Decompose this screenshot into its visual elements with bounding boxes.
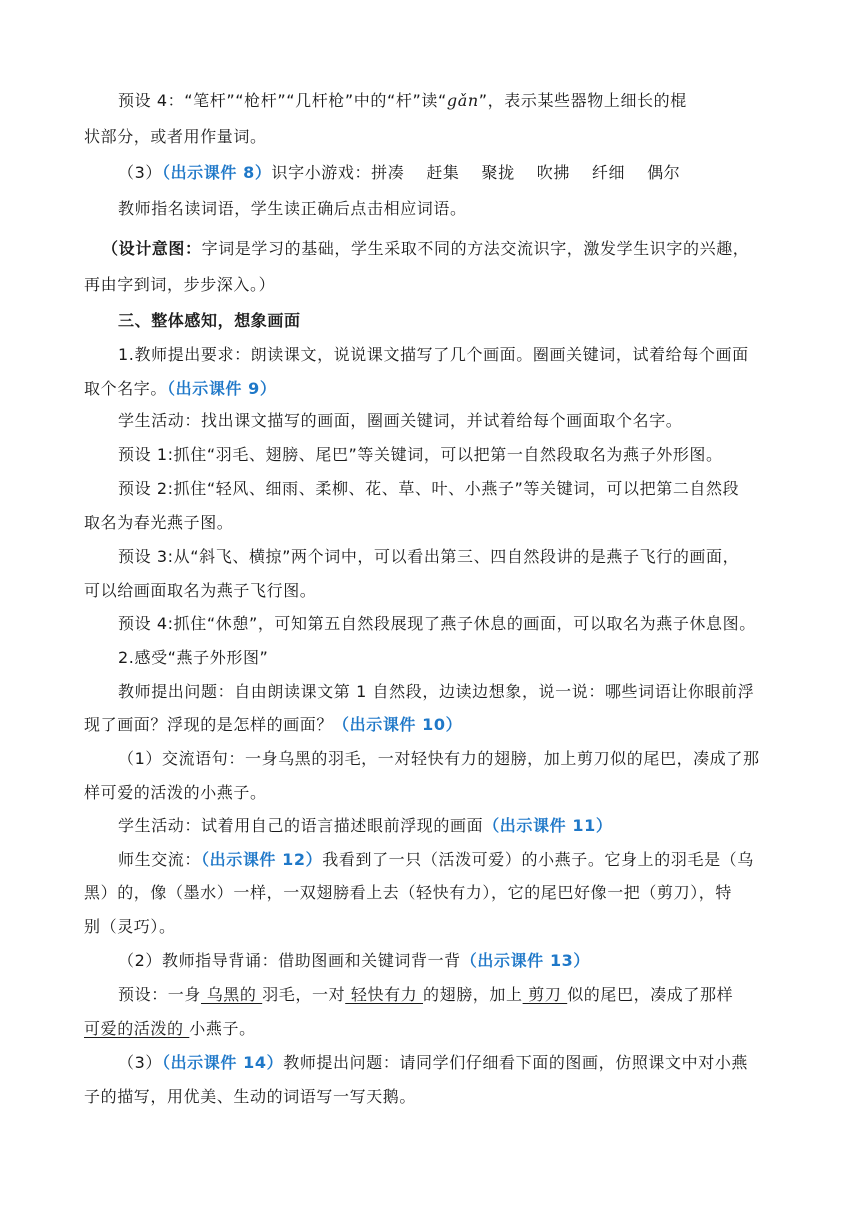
paragraph-line (84, 675, 812, 709)
paragraph-line (84, 910, 778, 944)
text: 的翅膀，加上 (423, 985, 523, 1004)
text: 取个名字。 (84, 379, 168, 398)
text: 预设 2:抓住“轻风、细雨、柔柳、花、草、叶、小燕子”等关键词，可以把第二自然段 (118, 479, 740, 498)
paragraph-line (84, 506, 778, 540)
pinyin: gǎn (446, 91, 479, 110)
paragraph-line (84, 944, 812, 978)
courseware-tag: （出示课件 11） (483, 816, 613, 835)
text: （2）教师指导背诵：借助图画和关键词背一背 (118, 951, 461, 970)
paragraph-line (84, 84, 812, 118)
item-number: （3） (118, 1053, 162, 1072)
text: 交流语句：一身乌黑的羽毛，一对轻快有力的翅膀，加上剪刀似的尾巴，凑成了那 (161, 749, 760, 768)
paragraph-line (84, 540, 812, 574)
paragraph-line (84, 192, 812, 226)
fill-blank: 可爱的活泼的 (84, 1019, 190, 1038)
fill-blank: 剪刀 (522, 985, 568, 1004)
word: 赶集 (426, 163, 460, 182)
text: 子的描写，用优美、生动的词语写一写天鹅。 (84, 1087, 417, 1106)
word: 聚拢 (481, 163, 515, 182)
paragraph-line (84, 641, 812, 675)
courseware-tag: （出示课件 9） (167, 379, 277, 398)
text: 2.感受“燕子外形图” (118, 648, 269, 667)
paragraph-line (84, 809, 812, 843)
paragraph-line (84, 120, 778, 154)
text: 1.教师提出要求：朗读课文，说说课文描写了几个画面。圈画关键词，试着给每个画面 (118, 345, 749, 364)
paragraph-line (84, 404, 812, 438)
text: 教师指名读词语，学生读正确后点击相应词语。 (118, 199, 467, 218)
design-intent-label: （设计意图： (102, 239, 202, 258)
paragraph-line (84, 776, 778, 810)
text: 取名为春光燕子图。 (84, 513, 234, 532)
text: 预设 3:从“斜飞、横掠”两个词中，可以看出第三、四自然段讲的是燕子飞行的画面， (118, 547, 740, 566)
courseware-tag: （出示课件 10） (333, 715, 463, 734)
text: 可以给画面取名为燕子飞行图。 (84, 581, 317, 600)
fill-blank: 轻快有力 (345, 985, 423, 1004)
text: 学生活动：找出课文描写的画面，圈画关键词，并试着给每个画面取个名字。 (118, 411, 683, 430)
courseware-tag: （出示课件 13） (460, 951, 591, 970)
paragraph-line (84, 438, 812, 472)
paragraph-line (84, 156, 812, 190)
paragraph-line (84, 978, 812, 1012)
text: 预设 1:抓住“羽毛、翅膀、尾巴”等关键词，可以把第一自然段取名为燕子外形图。 (118, 445, 723, 464)
text: 再由字到词，步步深入。） (84, 275, 276, 294)
word: 拼凑 (371, 163, 405, 182)
text: 教师提出问题：自由朗读课文第 1 自然段，边读边想象，说一说：哪些词语让你眼前浮 (118, 682, 755, 701)
text: 师生交流： (118, 850, 202, 869)
design-intent (84, 232, 796, 266)
paragraph-line (84, 372, 778, 406)
text: 预设：一身 (118, 985, 202, 1004)
section-heading: 三、整体感知，想象画面 (118, 311, 301, 330)
text: ”，表示某些器物上细长的棍 (478, 91, 687, 110)
text: 教师提出问题：请同学们仔细看下面的图画，仿照课文中对小燕 (283, 1053, 749, 1072)
paragraph-line (84, 742, 812, 776)
paragraph-line (84, 1012, 778, 1046)
text: 学生活动：试着用自己的语言描述眼前浮现的画面 (118, 816, 484, 835)
text: 我看到了一只（活泼可爱）的小燕子。它身上的羽毛是（乌 (322, 850, 754, 869)
word: 吹拂 (536, 163, 570, 182)
text: 预设 4:抓住“休憩”，可知第五自然段展现了燕子休息的画面，可以取名为燕子休息图。 (118, 614, 756, 633)
fill-blank: 乌黑的 (201, 985, 263, 1004)
courseware-tag: （出示课件 8） (161, 163, 272, 182)
text: 别（灵巧）。 (84, 917, 176, 936)
item-number: （3） (118, 163, 162, 182)
paragraph-line (84, 574, 778, 608)
paragraph-line (84, 1080, 778, 1114)
text: 似的尾巴，凑成了那样 (567, 985, 734, 1004)
item-number: （1） (118, 749, 162, 768)
text: 识字小游戏： (271, 163, 372, 182)
paragraph-line (84, 338, 812, 372)
courseware-tag: （出示课件 12） (201, 850, 323, 869)
text: 小燕子。 (189, 1019, 256, 1038)
paragraph-line (84, 843, 812, 877)
courseware-tag: （出示课件 14） (161, 1053, 284, 1072)
text: 预设 4：“笔杆”“枪杆”“几杆枪”中的“杆”读“ (118, 91, 447, 110)
paragraph-line (84, 708, 778, 742)
paragraph-line (84, 876, 778, 910)
paragraph-line (84, 607, 812, 641)
text: 羽毛，一对 (262, 985, 346, 1004)
paragraph-line (84, 268, 778, 302)
text: 样可爱的活泼的小燕子。 (84, 783, 267, 802)
word: 偶尔 (647, 163, 681, 182)
text: 黑）的，像（墨水）一样，一双翅膀看上去（轻快有力），它的尾巴好像一把（剪刀），特 (84, 883, 733, 902)
paragraph-line (84, 1046, 812, 1080)
text: 字词是学习的基础，学生采取不同的方法交流识字，激发学生识字的兴趣， (201, 239, 750, 258)
paragraph-line (84, 472, 812, 506)
text: 状部分，或者用作量词。 (84, 127, 267, 146)
text: 现了画面？浮现的是怎样的画面？ (84, 715, 334, 734)
word: 纤细 (591, 163, 626, 182)
